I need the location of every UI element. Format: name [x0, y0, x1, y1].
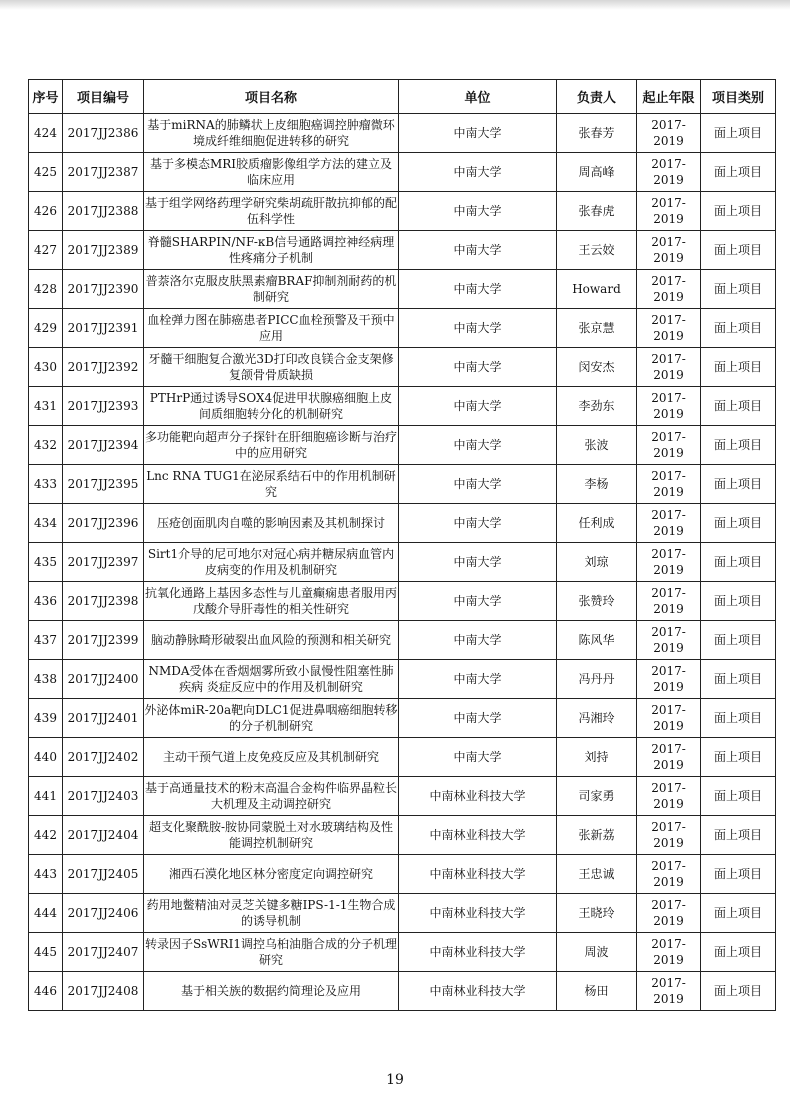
period-cell [637, 231, 701, 270]
period-end: 2019 [653, 875, 684, 889]
leader-cell: 陈风华 [557, 621, 637, 660]
seq-cell: 439 [29, 699, 63, 738]
project-name-cell: NMDA受体在香烟烟雾所致小鼠慢性阻塞性肺疾病 炎症反应中的作用及机制研究 [144, 660, 399, 699]
project-code-cell: 2017JJ2387 [63, 153, 144, 192]
project-code-cell: 2017JJ2408 [63, 972, 144, 1011]
period-end: 2019 [653, 914, 684, 928]
project-table [28, 79, 776, 1011]
unit-cell: 中南林业科技大学 [399, 894, 557, 933]
unit-cell: 中南大学 [399, 387, 557, 426]
project-name-cell: 抗氧化通路上基因多态性与儿童癫痫患者服用丙戊酸介导肝毒性的相关性研究 [144, 582, 399, 621]
table-row [29, 660, 776, 699]
project-name-cell: 转录因子SsWRI1调控乌桕油脂合成的分子机理研究 [144, 933, 399, 972]
category-cell: 面上项目 [701, 855, 776, 894]
period-end: 2019 [653, 836, 684, 850]
unit-cell: 中南大学 [399, 621, 557, 660]
leader-cell: 张春芳 [557, 114, 637, 153]
table-row [29, 231, 776, 270]
project-code-cell: 2017JJ2388 [63, 192, 144, 231]
leader-cell: 李杨 [557, 465, 637, 504]
table-row [29, 348, 776, 387]
seq-cell: 425 [29, 153, 63, 192]
category-cell: 面上项目 [701, 348, 776, 387]
project-code-cell: 2017JJ2395 [63, 465, 144, 504]
category-cell: 面上项目 [701, 192, 776, 231]
period-start: 2017- [651, 508, 686, 522]
category-cell: 面上项目 [701, 504, 776, 543]
period-end: 2019 [653, 524, 684, 538]
table-row [29, 543, 776, 582]
period-end: 2019 [653, 680, 684, 694]
period-start: 2017- [651, 469, 686, 483]
unit-cell: 中南林业科技大学 [399, 816, 557, 855]
seq-cell: 429 [29, 309, 63, 348]
unit-cell: 中南大学 [399, 738, 557, 777]
project-name-cell: 血栓弹力图在肺癌患者PICC血栓预警及干预中应用 [144, 309, 399, 348]
table-row [29, 153, 776, 192]
category-cell: 面上项目 [701, 816, 776, 855]
category-cell: 面上项目 [701, 933, 776, 972]
unit-cell: 中南大学 [399, 504, 557, 543]
project-name-cell: 压疮创面肌肉自噬的影响因素及其机制探讨 [144, 504, 399, 543]
leader-cell: 司家勇 [557, 777, 637, 816]
seq-cell: 438 [29, 660, 63, 699]
unit-cell: 中南大学 [399, 309, 557, 348]
table-row [29, 933, 776, 972]
period-start: 2017- [651, 703, 686, 717]
seq-cell: 432 [29, 426, 63, 465]
category-cell: 面上项目 [701, 660, 776, 699]
period-end: 2019 [653, 641, 684, 655]
period-cell [637, 465, 701, 504]
table-row [29, 426, 776, 465]
leader-cell: 王忠诚 [557, 855, 637, 894]
project-code-cell: 2017JJ2389 [63, 231, 144, 270]
unit-cell: 中南大学 [399, 348, 557, 387]
period-cell [637, 660, 701, 699]
leader-cell: 张京慧 [557, 309, 637, 348]
period-cell [637, 426, 701, 465]
header-seq: 序号 [29, 80, 63, 114]
leader-cell: 王晓玲 [557, 894, 637, 933]
period-start: 2017- [651, 196, 686, 210]
period-cell [637, 543, 701, 582]
unit-cell: 中南大学 [399, 426, 557, 465]
period-end: 2019 [653, 368, 684, 382]
project-name-cell: 基于高通量技术的粉末高温合金构件临界晶粒长大机理及主动调控研究 [144, 777, 399, 816]
project-code-cell: 2017JJ2400 [63, 660, 144, 699]
leader-cell: 冯丹丹 [557, 660, 637, 699]
category-cell: 面上项目 [701, 465, 776, 504]
period-start: 2017- [651, 391, 686, 405]
category-cell: 面上项目 [701, 114, 776, 153]
table-header-row [29, 80, 776, 114]
table-row [29, 192, 776, 231]
unit-cell: 中南大学 [399, 192, 557, 231]
category-cell: 面上项目 [701, 777, 776, 816]
period-start: 2017- [651, 859, 686, 873]
period-end: 2019 [653, 329, 684, 343]
leader-cell: 冯湘玲 [557, 699, 637, 738]
period-cell [637, 348, 701, 387]
category-cell: 面上项目 [701, 699, 776, 738]
unit-cell: 中南大学 [399, 114, 557, 153]
project-name-cell: Sirt1介导的尼可地尔对冠心病并糖尿病血管内皮病变的作用及机制研究 [144, 543, 399, 582]
period-end: 2019 [653, 251, 684, 265]
period-start: 2017- [651, 820, 686, 834]
seq-cell: 445 [29, 933, 63, 972]
period-end: 2019 [653, 173, 684, 187]
project-name-cell: 外泌体miR-20a靶向DLC1促进鼻咽癌细胞转移的分子机制研究 [144, 699, 399, 738]
project-code-cell: 2017JJ2399 [63, 621, 144, 660]
project-name-cell: 脑动静脉畸形破裂出血风险的预测和相关研究 [144, 621, 399, 660]
category-cell: 面上项目 [701, 309, 776, 348]
period-cell [637, 192, 701, 231]
project-name-cell: Lnc RNA TUG1在泌尿系结石中的作用机制研究 [144, 465, 399, 504]
project-name-cell: 多功能靶向超声分子探针在肝细胞癌诊断与治疗中的应用研究 [144, 426, 399, 465]
leader-cell: 张赞玲 [557, 582, 637, 621]
seq-cell: 437 [29, 621, 63, 660]
unit-cell: 中南林业科技大学 [399, 855, 557, 894]
table-row [29, 777, 776, 816]
project-name-cell: PTHrP通过诱导SOX4促进甲状腺癌细胞上皮间质细胞转分化的机制研究 [144, 387, 399, 426]
table-row [29, 465, 776, 504]
unit-cell: 中南大学 [399, 465, 557, 504]
project-code-cell: 2017JJ2390 [63, 270, 144, 309]
table-body [29, 114, 776, 1011]
leader-cell: 张春虎 [557, 192, 637, 231]
unit-cell: 中南大学 [399, 699, 557, 738]
category-cell: 面上项目 [701, 582, 776, 621]
unit-cell: 中南大学 [399, 582, 557, 621]
period-start: 2017- [651, 781, 686, 795]
project-code-cell: 2017JJ2394 [63, 426, 144, 465]
project-code-cell: 2017JJ2403 [63, 777, 144, 816]
project-code-cell: 2017JJ2391 [63, 309, 144, 348]
period-end: 2019 [653, 563, 684, 577]
project-code-cell: 2017JJ2392 [63, 348, 144, 387]
table-row [29, 894, 776, 933]
seq-cell: 427 [29, 231, 63, 270]
project-name-cell: 基于多模态MRI胶质瘤影像组学方法的建立及临床应用 [144, 153, 399, 192]
period-cell [637, 309, 701, 348]
leader-cell: 李劲东 [557, 387, 637, 426]
seq-cell: 442 [29, 816, 63, 855]
seq-cell: 433 [29, 465, 63, 504]
table-row [29, 621, 776, 660]
unit-cell: 中南林业科技大学 [399, 972, 557, 1011]
project-name-cell: 脊髓SHARPIN/NF-κB信号通路调控神经病理性疼痛分子机制 [144, 231, 399, 270]
category-cell: 面上项目 [701, 894, 776, 933]
period-cell [637, 582, 701, 621]
period-end: 2019 [653, 134, 684, 148]
period-cell [637, 777, 701, 816]
category-cell: 面上项目 [701, 426, 776, 465]
period-end: 2019 [653, 719, 684, 733]
unit-cell: 中南林业科技大学 [399, 933, 557, 972]
period-start: 2017- [651, 235, 686, 249]
period-end: 2019 [653, 602, 684, 616]
project-name-cell: 超支化聚酰胺-胺协同蒙脱土对水玻璃结构及性能调控机制研究 [144, 816, 399, 855]
project-code-cell: 2017JJ2406 [63, 894, 144, 933]
period-start: 2017- [651, 118, 686, 132]
table-row [29, 114, 776, 153]
project-code-cell: 2017JJ2405 [63, 855, 144, 894]
unit-cell: 中南林业科技大学 [399, 777, 557, 816]
period-start: 2017- [651, 664, 686, 678]
period-end: 2019 [653, 446, 684, 460]
period-end: 2019 [653, 290, 684, 304]
header-code: 项目编号 [63, 80, 144, 114]
seq-cell: 430 [29, 348, 63, 387]
table-row [29, 699, 776, 738]
table-row [29, 816, 776, 855]
period-cell [637, 504, 701, 543]
header-leader: 负责人 [557, 80, 637, 114]
leader-cell: 张新荔 [557, 816, 637, 855]
category-cell: 面上项目 [701, 153, 776, 192]
leader-cell: 周波 [557, 933, 637, 972]
category-cell: 面上项目 [701, 543, 776, 582]
leader-cell: 周高峰 [557, 153, 637, 192]
period-cell [637, 738, 701, 777]
period-start: 2017- [651, 157, 686, 171]
project-code-cell: 2017JJ2407 [63, 933, 144, 972]
period-start: 2017- [651, 937, 686, 951]
project-name-cell: 药用地鳖精油对灵芝关键多糖IPS-1-1生物合成的诱导机制 [144, 894, 399, 933]
table-row [29, 582, 776, 621]
leader-cell: 王云姣 [557, 231, 637, 270]
period-cell [637, 699, 701, 738]
period-end: 2019 [653, 485, 684, 499]
unit-cell: 中南大学 [399, 153, 557, 192]
project-name-cell: 基于miRNA的肺鳞状上皮细胞癌调控肿瘤微环境成纤维细胞促进转移的研究 [144, 114, 399, 153]
leader-cell: 张波 [557, 426, 637, 465]
period-end: 2019 [653, 992, 684, 1006]
seq-cell: 443 [29, 855, 63, 894]
project-code-cell: 2017JJ2398 [63, 582, 144, 621]
project-name-cell: 湘西石漠化地区林分密度定向调控研究 [144, 855, 399, 894]
table-row [29, 738, 776, 777]
category-cell: 面上项目 [701, 738, 776, 777]
project-name-cell: 基于相关族的数据约简理论及应用 [144, 972, 399, 1011]
category-cell: 面上项目 [701, 972, 776, 1011]
period-cell [637, 270, 701, 309]
period-end: 2019 [653, 953, 684, 967]
unit-cell: 中南大学 [399, 270, 557, 309]
unit-cell: 中南大学 [399, 231, 557, 270]
period-cell [637, 114, 701, 153]
period-start: 2017- [651, 430, 686, 444]
period-cell [637, 894, 701, 933]
table-row [29, 504, 776, 543]
seq-cell: 441 [29, 777, 63, 816]
table-row [29, 972, 776, 1011]
seq-cell: 431 [29, 387, 63, 426]
period-cell [637, 816, 701, 855]
period-start: 2017- [651, 976, 686, 990]
table-row [29, 387, 776, 426]
seq-cell: 436 [29, 582, 63, 621]
seq-cell: 424 [29, 114, 63, 153]
seq-cell: 426 [29, 192, 63, 231]
seq-cell: 435 [29, 543, 63, 582]
seq-cell: 446 [29, 972, 63, 1011]
period-start: 2017- [651, 274, 686, 288]
category-cell: 面上项目 [701, 231, 776, 270]
project-name-cell: 主动干预气道上皮免疫反应及其机制研究 [144, 738, 399, 777]
project-name-cell: 普萘洛尔克服皮肤黑素瘤BRAF抑制剂耐药的机制研究 [144, 270, 399, 309]
header-name: 项目名称 [144, 80, 399, 114]
project-code-cell: 2017JJ2404 [63, 816, 144, 855]
table-row [29, 309, 776, 348]
header-category: 项目类别 [701, 80, 776, 114]
period-end: 2019 [653, 797, 684, 811]
project-code-cell: 2017JJ2393 [63, 387, 144, 426]
table-row [29, 270, 776, 309]
seq-cell: 434 [29, 504, 63, 543]
period-end: 2019 [653, 407, 684, 421]
unit-cell: 中南大学 [399, 543, 557, 582]
seq-cell: 428 [29, 270, 63, 309]
period-start: 2017- [651, 586, 686, 600]
period-end: 2019 [653, 212, 684, 226]
leader-cell: 任利成 [557, 504, 637, 543]
header-unit: 单位 [399, 80, 557, 114]
table-row [29, 855, 776, 894]
period-start: 2017- [651, 742, 686, 756]
period-start: 2017- [651, 547, 686, 561]
project-code-cell: 2017JJ2396 [63, 504, 144, 543]
unit-cell: 中南大学 [399, 660, 557, 699]
period-cell [637, 621, 701, 660]
leader-cell: 闵安杰 [557, 348, 637, 387]
seq-cell: 444 [29, 894, 63, 933]
period-cell [637, 855, 701, 894]
period-start: 2017- [651, 625, 686, 639]
leader-cell: 杨田 [557, 972, 637, 1011]
period-start: 2017- [651, 313, 686, 327]
project-code-cell: 2017JJ2397 [63, 543, 144, 582]
period-cell [637, 153, 701, 192]
seq-cell: 440 [29, 738, 63, 777]
category-cell: 面上项目 [701, 270, 776, 309]
period-end: 2019 [653, 758, 684, 772]
project-name-cell: 牙髓干细胞复合激光3D打印改良镁合金支架修复颌骨骨质缺损 [144, 348, 399, 387]
period-start: 2017- [651, 352, 686, 366]
leader-cell: Howard [557, 270, 637, 309]
scan-top-edge [0, 0, 790, 10]
category-cell: 面上项目 [701, 387, 776, 426]
period-start: 2017- [651, 898, 686, 912]
project-code-cell: 2017JJ2402 [63, 738, 144, 777]
period-cell [637, 933, 701, 972]
project-code-cell: 2017JJ2386 [63, 114, 144, 153]
page-number: 19 [386, 1072, 404, 1088]
category-cell: 面上项目 [701, 621, 776, 660]
leader-cell: 刘琼 [557, 543, 637, 582]
header-period: 起止年限 [637, 80, 701, 114]
period-cell [637, 387, 701, 426]
project-name-cell: 基于组学网络药理学研究柴胡疏肝散抗抑郁的配伍科学性 [144, 192, 399, 231]
period-cell [637, 972, 701, 1011]
leader-cell: 刘持 [557, 738, 637, 777]
project-code-cell: 2017JJ2401 [63, 699, 144, 738]
